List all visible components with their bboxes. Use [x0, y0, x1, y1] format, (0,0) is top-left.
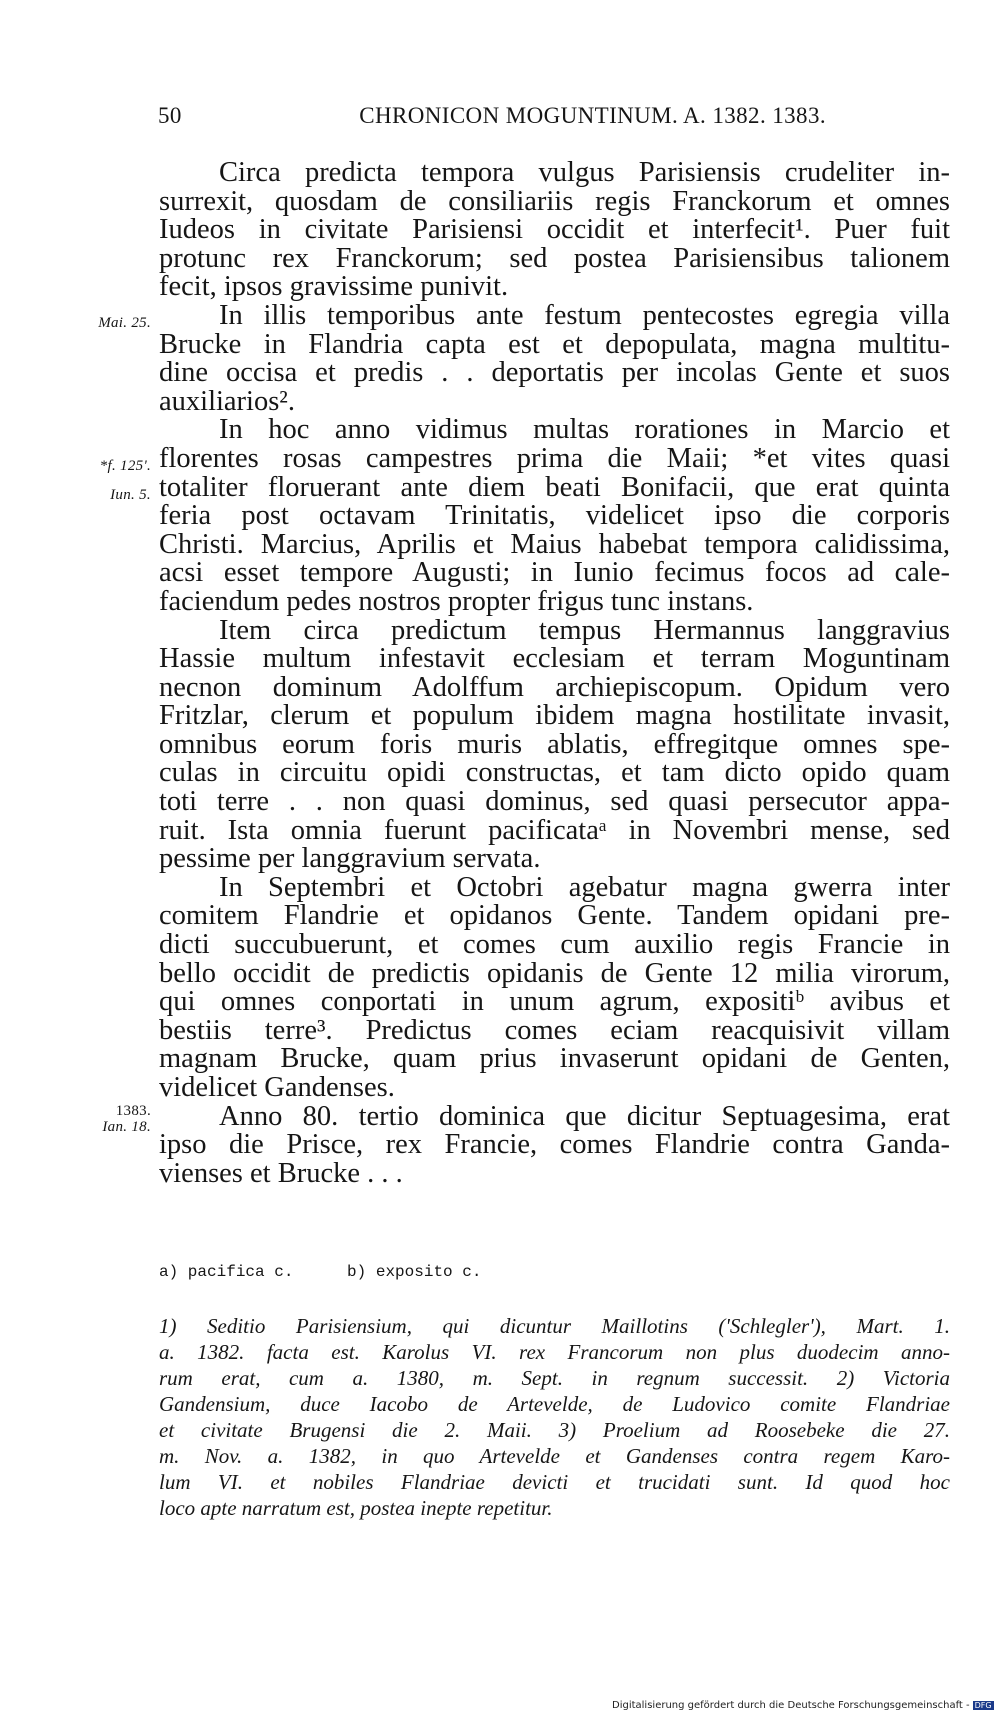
text-line: Hassie multum infestavit ecclesiam et terram Moguntinam — [159, 645, 950, 674]
footnotes — [159, 1313, 950, 1521]
text-line: Fritzlar, clerum et populum ibidem magna hostilitate invasit, — [159, 702, 950, 731]
text-line: In illis temporibus ante festum pentecostes egregia villa — [219, 301, 950, 331]
text-line: magnam Brucke, quam prius invaserunt opidani de Genten, — [159, 1045, 950, 1074]
running-header — [158, 103, 826, 133]
text-line: qui omnes conportati in unum agrum, expositiᵇ avibus et — [159, 988, 950, 1017]
footnote-line: lum VI. et nobiles Flandriae devicti et trucidati sunt. Id quod hoc — [159, 1470, 950, 1494]
text-line: fecit, ipsos gravissime punivit. — [159, 271, 509, 303]
footnote-line: a. 1382. facta est. Karolus VI. rex Francorum non plus duodecim anno- — [159, 1340, 950, 1364]
footer-text: Digitalisierung gefördert durch die Deutsche Forschungsgemeinschaft - — [612, 1700, 970, 1711]
text-line: In hoc anno vidimus multas rorationes in Marcio et — [219, 416, 950, 445]
apparatus-note-a: a) pacifica c. — [159, 1263, 294, 1281]
dfg-logo: DFG — [974, 1701, 992, 1710]
margin-year: 1383. — [115, 1102, 151, 1119]
margin-note-year — [71, 1103, 151, 1135]
text-line: bello occidit de predictis opidanis de Gente 12 milia virorum, — [159, 959, 950, 989]
footnote-line: Gandensium, duce Iacobo de Artevelde, de Ludovico comite Flandriae — [159, 1392, 950, 1416]
text-line: Iudeos in civitate Parisiensi occidit et interfecit¹. Puer fuit — [159, 216, 950, 245]
text-line: faciendum pedes nostros propter frigus tunc instans. — [159, 585, 754, 617]
text-line: dicti succubuerunt, et comes cum auxilio regis Francie in — [159, 931, 950, 960]
footnote-line: loco apte narratum est, postea inepte repetitur. — [159, 1496, 553, 1520]
text-line-with-margin — [99, 444, 950, 474]
footnote-line: rum erat, cum a. 1380, m. Sept. in regnum successit. 2) Victoria — [159, 1366, 950, 1390]
text-line: toti terre . . non quasi dominus, sed quasi persecutor appa- — [159, 788, 950, 817]
text-line: auxiliarios². — [159, 385, 295, 417]
text-line: Brucke in Flandria capta est et depopulata, magna multitu- — [159, 330, 950, 360]
text-line: In Septembri et Octobri agebatur magna gwerra inter — [219, 873, 950, 903]
text-line: omnibus eorum foris muris ablatis, effregitque omnes spe- — [159, 730, 950, 760]
text-line: ipso die Prisce, rex Francie, comes Flandrie contra Ganda- — [159, 1131, 950, 1160]
margin-note-date: Iun. 5. — [110, 486, 151, 503]
text-line-with-margin — [98, 301, 950, 331]
text-line: dine occisa et predis . . deportatis per incolas Gente et suos — [159, 359, 950, 388]
text-line: Anno 80. tertio dominica que dicitur Septuagesima, erat — [219, 1102, 950, 1132]
footnote-line: et civitate Brugensi die 2. Maii. 3) Proelium ad Roosebeke die 27. — [159, 1418, 950, 1442]
apparatus-note-b: b) exposito c. — [347, 1263, 482, 1281]
page-number: 50 — [158, 103, 182, 128]
text-line: Circa predicta tempora vulgus Parisiensis crudeliter in- — [219, 159, 950, 188]
text-line: comitem Flandrie et opidanos Gente. Tandem opidani pre- — [159, 902, 950, 932]
text-line: bestiis terre³. Predictus comes eciam reacquisivit villam — [159, 1016, 950, 1046]
footnote-line: 1) Seditio Parisiensium, qui dicuntur Maillotins ('Schlegler'), Mart. 1. — [159, 1314, 950, 1338]
running-title: CHRONICON MOGUNTINUM. A. 1382. 1383. — [359, 103, 826, 128]
text-line: culas in circuitu opidi constructas, et tam dicto opido quam — [159, 759, 950, 789]
text-line: acsi esset tempore Augusti; in Iunio fecimus focos ad cale- — [159, 559, 950, 588]
textual-apparatus — [159, 1263, 525, 1281]
text-line: Item circa predictum tempus Hermannus langgravius — [219, 616, 950, 646]
text-line: ruit. Ista omnia fuerunt pacificataᵃ in Novembri mense, sed — [159, 816, 950, 846]
margin-note-folio: *f. 125'. — [99, 457, 151, 474]
text-line: feria post octavam Trinitatis, videlicet ipso die corporis — [159, 502, 950, 531]
text-line: videlicet Gandenses. — [159, 1072, 395, 1103]
footnote-line: m. Nov. a. 1382, in quo Artevelde et Gandenses contra regem Karo- — [159, 1444, 950, 1468]
text-line: pessime per langgravium servata. — [159, 843, 541, 875]
text-line: totaliter floruerant ante diem beati Bonifacii, que erat quinta — [159, 473, 950, 503]
text-line: florentes rosas campestres prima die Maii; *et vites quasi — [159, 444, 950, 474]
margin-date: Ian. 18. — [102, 1118, 151, 1135]
text-line: surrexit, quosdam de consiliariis regis Franckorum et omnes — [159, 187, 950, 217]
margin-note-date: Mai. 25. — [98, 314, 151, 331]
text-line: protunc rex Franckorum; sed postea Parisiensibus talionem — [159, 244, 950, 274]
text-line-with-margin — [110, 473, 950, 503]
text-line: Christi. Marcius, Aprilis et Maius habebat tempora calidissima, — [159, 530, 950, 560]
text-line: vienses et Brucke . . . — [159, 1157, 403, 1189]
text-line: necnon dominum Adolffum archiepiscopum. Opidum vero — [159, 673, 950, 703]
text-line-with-margin — [102, 1102, 950, 1135]
digitization-footer — [612, 1700, 994, 1711]
main-text — [98, 159, 950, 1189]
